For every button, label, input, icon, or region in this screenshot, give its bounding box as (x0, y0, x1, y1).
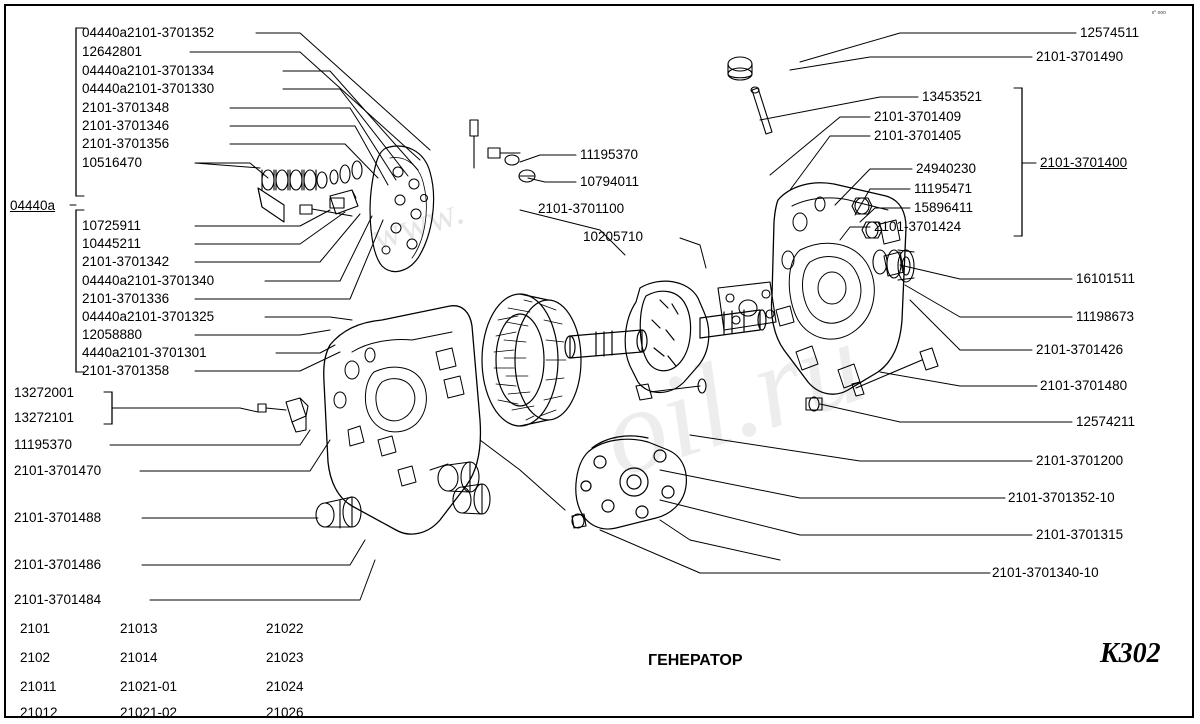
part-label: 2101-3701409 (874, 109, 962, 124)
part-label: 12058880 (82, 327, 143, 342)
sheet-code: K302 (1100, 638, 1161, 669)
part-label: 2101-3701348 (82, 100, 170, 115)
part-label: 10205710 (583, 229, 644, 244)
table-cell: 21013 (120, 621, 158, 636)
group-label-04440a: 04440a (10, 198, 56, 213)
part-label: 2101-3701470 (14, 463, 102, 478)
part-label: 10516470 (82, 155, 143, 170)
part-label: 12574211 (1076, 414, 1136, 429)
part-label: 15896411 (914, 200, 974, 215)
part-label: 2101-3701405 (874, 128, 962, 143)
table-cell: 2102 (20, 650, 51, 665)
part-label: 2101-3701426 (1036, 342, 1124, 357)
part-label: 2101-3701346 (82, 118, 170, 133)
page-title: ГЕНЕРАТОР (648, 652, 743, 669)
part-label: 10794011 (580, 174, 640, 189)
part-label: 11195370 (14, 437, 73, 452)
part-label: 10445211 (82, 236, 142, 251)
part-label: 2101-3701488 (14, 510, 102, 525)
part-label: 11195370 (580, 147, 639, 162)
part-label: 16101511 (1076, 271, 1136, 286)
part-label: 12642801 (82, 44, 143, 59)
part-label: 04440a2101-3701325 (82, 309, 215, 324)
watermark-text: oil.ru (585, 294, 878, 503)
corner-mark: к° ооо (1152, 10, 1166, 16)
part-label: 2101-3701352-10 (1008, 490, 1115, 505)
table-cell: 21014 (120, 650, 158, 665)
table-cell: 21021-01 (120, 679, 178, 694)
part-label: 2101-3701100 (538, 201, 625, 216)
part-label: 04440a2101-3701334 (82, 63, 215, 78)
part-label: 13453521 (922, 89, 983, 104)
table-cell: 21023 (266, 650, 304, 665)
part-label: 4440a2101-3701301 (82, 345, 207, 360)
part-label: 2101-3701480 (1040, 378, 1128, 393)
part-label: 2101-3701340-10 (992, 565, 1099, 580)
watermark-prefix: www. (365, 187, 469, 260)
part-label: 10725911 (82, 218, 142, 233)
table-cell: 2101 (20, 621, 51, 636)
part-label: 2101-3701484 (14, 592, 102, 607)
group-label-2101-3701400: 2101-3701400 (1040, 155, 1128, 170)
part-label: 04440a2101-3701330 (82, 81, 215, 96)
part-label: 04440a2101-3701340 (82, 273, 215, 288)
part-label: 2101-3701315 (1036, 527, 1124, 542)
table-cell: 21026 (266, 705, 304, 720)
table-cell: 21022 (266, 621, 304, 636)
part-label: 04440a2101-3701352 (82, 25, 215, 40)
part-label: 2101-3701490 (1036, 49, 1124, 64)
part-label: 13272101 (14, 410, 75, 425)
part-label: 12574511 (1080, 25, 1140, 40)
part-label: 2101-3701356 (82, 136, 170, 151)
part-label: 2101-3701336 (82, 291, 170, 306)
part-label: 2101-3701358 (82, 363, 170, 378)
part-label: 2101-3701200 (1036, 453, 1124, 468)
part-label: 2101-3701424 (874, 219, 962, 234)
part-label: 11198673 (1076, 309, 1135, 324)
part-label: 2101-3701486 (14, 557, 102, 572)
table-cell: 21024 (266, 679, 304, 694)
part-label: 13272001 (14, 385, 75, 400)
part-label: 11195471 (914, 181, 973, 196)
table-cell: 21011 (20, 679, 57, 694)
part-label: 2101-3701342 (82, 254, 170, 269)
part-label: 24940230 (916, 161, 977, 176)
table-cell: 21021-02 (120, 705, 178, 720)
table-cell: 21012 (20, 705, 58, 720)
